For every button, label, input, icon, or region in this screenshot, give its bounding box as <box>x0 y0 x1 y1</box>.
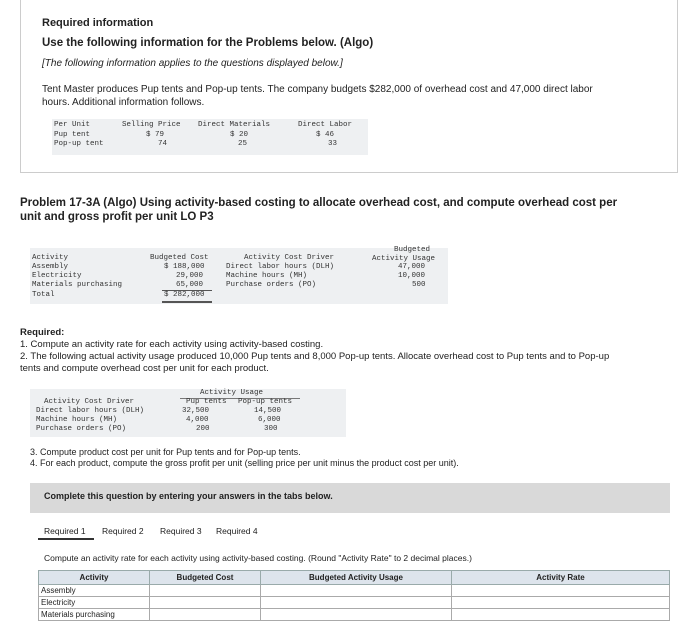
assembly-budgeted-cost-input[interactable] <box>150 585 261 597</box>
col-activity-usage: Activity Usage <box>372 255 436 263</box>
materials-budgeted-cost-input[interactable] <box>150 609 261 621</box>
tab-required-3[interactable]: Required 3 <box>160 526 202 536</box>
col-activity: Activity <box>32 254 69 262</box>
assembly-activity-rate-input[interactable] <box>452 585 670 597</box>
requirement-4: 4. For each product, compute the gross profit per unit (selling price per unit minus the product cost per unit). <box>30 458 459 468</box>
cell: 14,500 <box>254 407 282 415</box>
total-double-rule <box>162 301 212 303</box>
cell: 65,000 <box>176 281 204 289</box>
col-activity-cost-driver: Activity Cost Driver <box>244 254 335 262</box>
cell: 47,000 <box>398 263 426 271</box>
grid-header-activity-rate: Activity Rate <box>452 571 670 585</box>
cell: 6,000 <box>258 416 281 424</box>
row-label: Materials purchasing <box>32 281 123 289</box>
row-label: Machine hours (MH) <box>36 416 118 424</box>
total-label: Total <box>32 291 55 299</box>
col-budgeted-cost: Budgeted Cost <box>150 254 209 262</box>
problem-title: Problem 17-3A (Algo) Using activity-based costing to allocate overhead cost, and compute overhead cost per unit and gross profit per unit LO P3 <box>20 197 618 223</box>
cell: Machine hours (MH) <box>226 272 308 280</box>
complete-banner <box>30 483 670 513</box>
cell: Direct labor hours (DLH) <box>226 263 335 271</box>
cell: $ 46 <box>316 131 335 139</box>
cell: 300 <box>264 425 278 433</box>
cell: 29,000 <box>176 272 204 280</box>
cell: 10,000 <box>398 272 426 280</box>
electricity-activity-rate-input[interactable] <box>452 597 670 609</box>
grid-header-budgeted-cost: Budgeted Cost <box>150 571 261 585</box>
instruction-text: Compute an activity rate for each activity using activity-based costing. (Round "Activity Rate" to 2 decimal places.) <box>44 553 472 563</box>
requirement-3: 3. Compute product cost per unit for Pup tents and for Pop-up tents. <box>30 447 301 457</box>
product-table <box>52 119 368 155</box>
requirements <box>20 327 620 375</box>
cell: 33 <box>328 140 338 148</box>
col-selling-price: Selling Price <box>122 121 181 129</box>
grid-header-activity: Activity <box>39 571 150 585</box>
materials-activity-usage-input[interactable] <box>261 609 452 621</box>
row-label-materials-purchasing: Materials purchasing <box>39 609 150 621</box>
activity-rate-grid <box>38 570 670 621</box>
cell: Purchase orders (PO) <box>226 281 317 289</box>
grid-header-budgeted-activity-usage: Budgeted Activity Usage <box>261 571 452 585</box>
cell: 74 <box>158 140 168 148</box>
row-label: Direct labor hours (DLH) <box>36 407 145 415</box>
col-direct-labor: Direct Labor <box>298 121 353 129</box>
cell: 32,500 <box>182 407 210 415</box>
row-label: Pup tent <box>54 131 91 139</box>
electricity-budgeted-cost-input[interactable] <box>150 597 261 609</box>
cell: $ 188,000 <box>164 263 205 271</box>
usage-table <box>30 389 346 437</box>
tab-required-4[interactable]: Required 4 <box>216 526 258 536</box>
table-row <box>39 609 670 621</box>
col-direct-materials: Direct Materials <box>198 121 271 129</box>
cell: $ 79 <box>146 131 165 139</box>
required-label: Required: <box>20 327 65 338</box>
table-row <box>39 597 670 609</box>
row-label: Pop-up tent <box>54 140 104 148</box>
requirements-3-4 <box>30 447 630 469</box>
required-info-heading: Required information <box>42 17 154 29</box>
row-label-electricity: Electricity <box>39 597 150 609</box>
cell: 500 <box>412 281 426 289</box>
requirement-2: 2. The following actual activity usage produced 10,000 Pup tents and 8,000 Pop-up tents. Allocate overhead cost to Pup tents and to Pop-up tents and compute overhead cost per unit for each product. <box>20 351 610 374</box>
tab-required-2[interactable]: Required 2 <box>102 526 144 536</box>
complete-banner-text: Complete this question by entering your answers in the tabs below. <box>44 491 333 501</box>
requirement-1: 1. Compute an activity rate for each activity using activity-based costing. <box>20 339 324 350</box>
row-label: Electricity <box>32 272 82 280</box>
col-activity-cost-driver: Activity Cost Driver <box>44 398 135 406</box>
cell: 200 <box>196 425 210 433</box>
use-following-heading: Use the following information for the Problems below. (Algo) <box>42 37 374 49</box>
row-label-assembly: Assembly <box>39 585 150 597</box>
col-budgeted: Budgeted <box>394 246 431 254</box>
row-label: Purchase orders (PO) <box>36 425 127 433</box>
materials-activity-rate-input[interactable] <box>452 609 670 621</box>
cell: $ 20 <box>230 131 249 139</box>
col-per-unit: Per Unit <box>54 121 91 129</box>
applies-note: [The following information applies to the questions displayed below.] <box>42 58 343 69</box>
activity-table <box>30 248 448 304</box>
table-row <box>39 585 670 597</box>
cell: 4,000 <box>186 416 209 424</box>
tab-required-1[interactable]: Required 1 <box>38 522 94 540</box>
assembly-activity-usage-input[interactable] <box>261 585 452 597</box>
col-pup-tents: Pup tents <box>186 398 227 406</box>
col-pop-up-tents: Pop-up tents <box>238 398 293 406</box>
electricity-activity-usage-input[interactable] <box>261 597 452 609</box>
company-paragraph: Tent Master produces Pup tents and Pop-up tents. The company budgets $282,000 of overhead cost and 47,000 direct labor hours. Additional information follows. <box>42 84 593 108</box>
total-value: $ 282,000 <box>164 291 205 299</box>
group-activity-usage: Activity Usage <box>200 389 264 397</box>
cell: 25 <box>238 140 248 148</box>
row-label: Assembly <box>32 263 69 271</box>
